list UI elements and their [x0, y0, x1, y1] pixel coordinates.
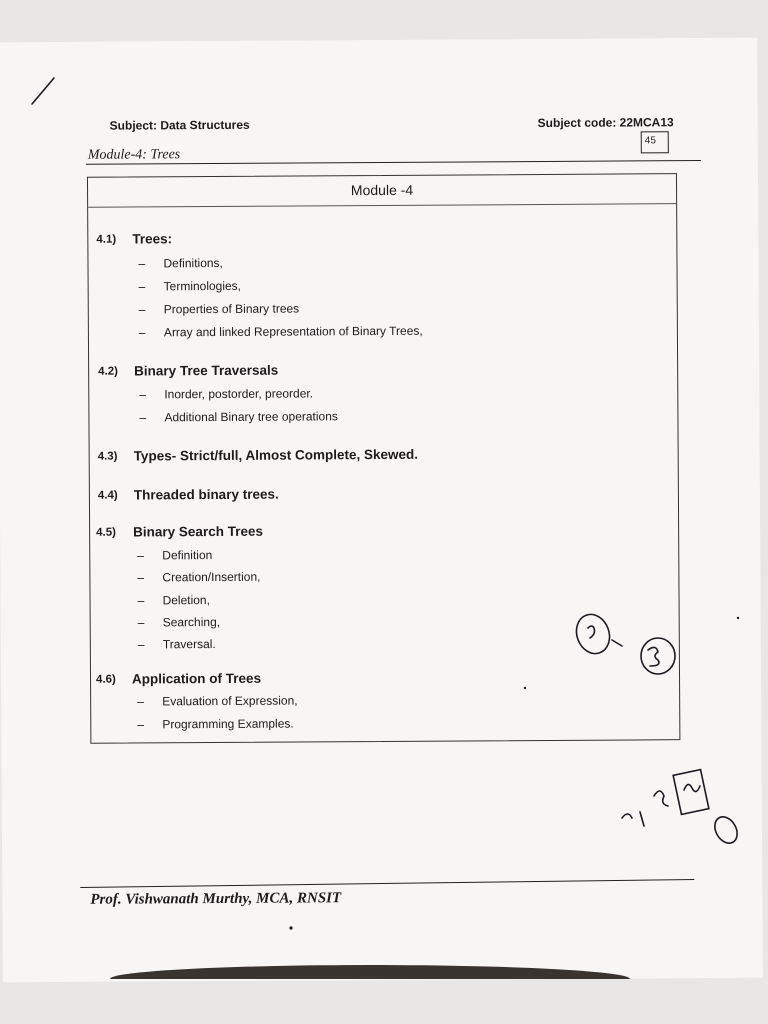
subject-label: Subject: Data Structures — [109, 117, 250, 133]
section-number: 4.5) — [96, 526, 116, 539]
section-title: Trees: — [132, 231, 173, 247]
list-item: Programming Examples. — [162, 716, 294, 732]
list-item: Deletion, — [162, 593, 210, 608]
list-dash: – — [137, 615, 145, 630]
list-item: Definition — [162, 548, 213, 563]
list-dash: – — [138, 279, 146, 294]
footer-author: Prof. Vishwanath Murthy, MCA, RNSIT — [90, 890, 342, 908]
list-item: Creation/Insertion, — [162, 569, 261, 585]
section-number: 4.1) — [96, 233, 117, 246]
list-dash: – — [138, 302, 146, 317]
subject-code-label: Subject code: 22MCA13 — [537, 115, 674, 131]
pen-stroke — [612, 640, 622, 646]
section-title: Application of Trees — [131, 670, 262, 687]
ink-dot — [737, 617, 739, 619]
section-title: Binary Search Trees — [133, 523, 264, 540]
list-dash: – — [137, 637, 145, 652]
list-dash: – — [137, 593, 145, 608]
section-title: Threaded binary trees. — [133, 486, 279, 503]
list-item: Evaluation of Expression, — [162, 693, 298, 709]
section-number: 4.6) — [95, 673, 116, 686]
section-number: 4.2) — [98, 365, 119, 378]
boxed-mark — [673, 770, 709, 815]
box-title: Module -4 — [350, 181, 414, 199]
list-dash: – — [137, 548, 145, 563]
list-dash: – — [138, 325, 146, 340]
list-dash: – — [139, 410, 147, 425]
ink-dot — [289, 926, 292, 929]
list-item: Properties of Binary trees — [163, 301, 300, 317]
list-item: Definitions, — [163, 255, 223, 271]
list-item: Additional Binary tree operations — [164, 409, 338, 425]
section-title: Types- Strict/full, Almost Complete, Skewed. — [133, 446, 419, 464]
pen-stroke — [648, 647, 659, 666]
pen-stroke — [684, 784, 700, 791]
list-item: Array and linked Representation of Binary Trees, — [163, 323, 423, 340]
section-number: 4.4) — [97, 489, 118, 502]
pen-stroke — [588, 626, 595, 638]
section-title: Binary Tree Traversals — [134, 362, 279, 379]
pen-stroke — [622, 791, 668, 826]
ink-dot — [524, 687, 526, 689]
list-dash: – — [137, 694, 144, 709]
circled-mark — [710, 813, 741, 847]
circled-mark — [641, 638, 675, 674]
list-item: Traversal. — [162, 637, 216, 652]
list-dash: – — [139, 387, 147, 402]
pen-stroke — [32, 78, 54, 104]
list-item: Searching, — [162, 614, 221, 630]
list-dash: – — [137, 570, 145, 585]
list-dash: – — [137, 717, 145, 732]
list-item: Inorder, postorder, preorder. — [164, 386, 314, 402]
list-dash: – — [138, 256, 146, 271]
page-number-box: 45 — [641, 131, 669, 153]
list-item: Terminologies, — [163, 278, 242, 294]
section-number: 4.3) — [97, 450, 118, 463]
module-heading: Module-4: Trees — [87, 147, 181, 163]
